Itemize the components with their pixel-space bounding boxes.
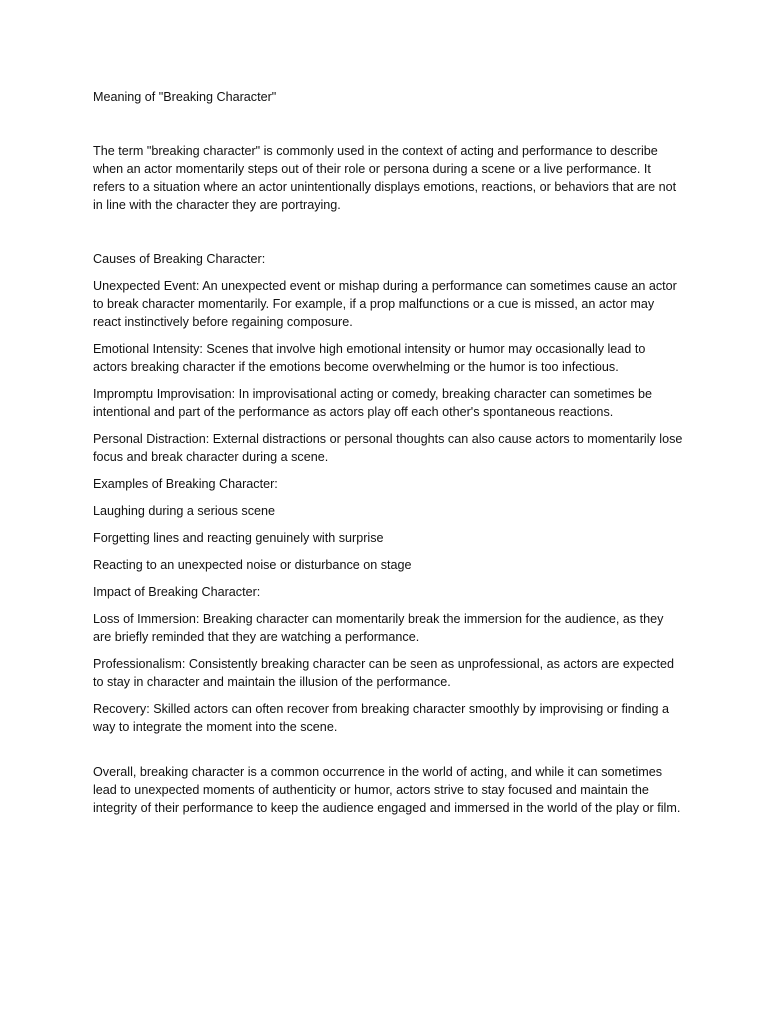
- example-item: Forgetting lines and reacting genuinely with surprise: [93, 531, 384, 545]
- cause-item: Unexpected Event: An unexpected event or mishap during a performance can sometimes cause an actor to break character momentarily. For example, if a prop malfunctions or a cue is missed, an actor may react instinctively before regaining composure.: [93, 279, 677, 329]
- example-item: Reacting to an unexpected noise or disturbance on stage: [93, 558, 412, 572]
- cause-item: Emotional Intensity: Scenes that involve high emotional intensity or humor may occasionally lead to actors breaking character if the emotions become overwhelming or the humor is too infectious.: [93, 342, 646, 374]
- examples-heading: Examples of Breaking Character:: [93, 477, 278, 491]
- impact-item: Recovery: Skilled actors can often recover from breaking character smoothly by improvising or finding a way to integrate the moment into the scene.: [93, 702, 670, 734]
- impact-item: Professionalism: Consistently breaking character can be seen as unprofessional, as actors are expected to stay in character and maintain the illusion of the performance.: [93, 657, 675, 689]
- example-item: Laughing during a serious scene: [93, 504, 276, 518]
- intro-paragraph: The term "breaking character" is commonly used in the context of acting and performance to describe when an actor momentarily steps out of their role or persona during a scene or a live performance. It refers to a situation where an actor unintentionally displays emotions, reactions, or behaviors that are not in line with the character they are portraying.: [93, 144, 677, 212]
- impact-item: Loss of Immersion: Breaking character can momentarily break the immersion for the audience, as they are briefly reminded that they are watching a performance.: [93, 612, 664, 644]
- conclusion-paragraph: Overall, breaking character is a common occurrence in the world of acting, and while it can sometimes lead to unexpected moments of authenticity or humor, actors strive to stay focused and maintain the integrity of their performance to keep the audience engaged and immersed in the world of the play or film.: [93, 765, 681, 815]
- causes-heading: Causes of Breaking Character:: [93, 252, 266, 266]
- document-title: Meaning of "Breaking Character": [93, 90, 277, 104]
- document-page: [93, 88, 683, 826]
- impact-heading: Impact of Breaking Character:: [93, 585, 261, 599]
- cause-item: Personal Distraction: External distractions or personal thoughts can also cause actors to momentarily lose focus and break character during a scene.: [93, 432, 683, 464]
- cause-item: Impromptu Improvisation: In improvisational acting or comedy, breaking character can sometimes be intentional and part of the performance as actors play off each other's spontaneous reactions.: [93, 387, 653, 419]
